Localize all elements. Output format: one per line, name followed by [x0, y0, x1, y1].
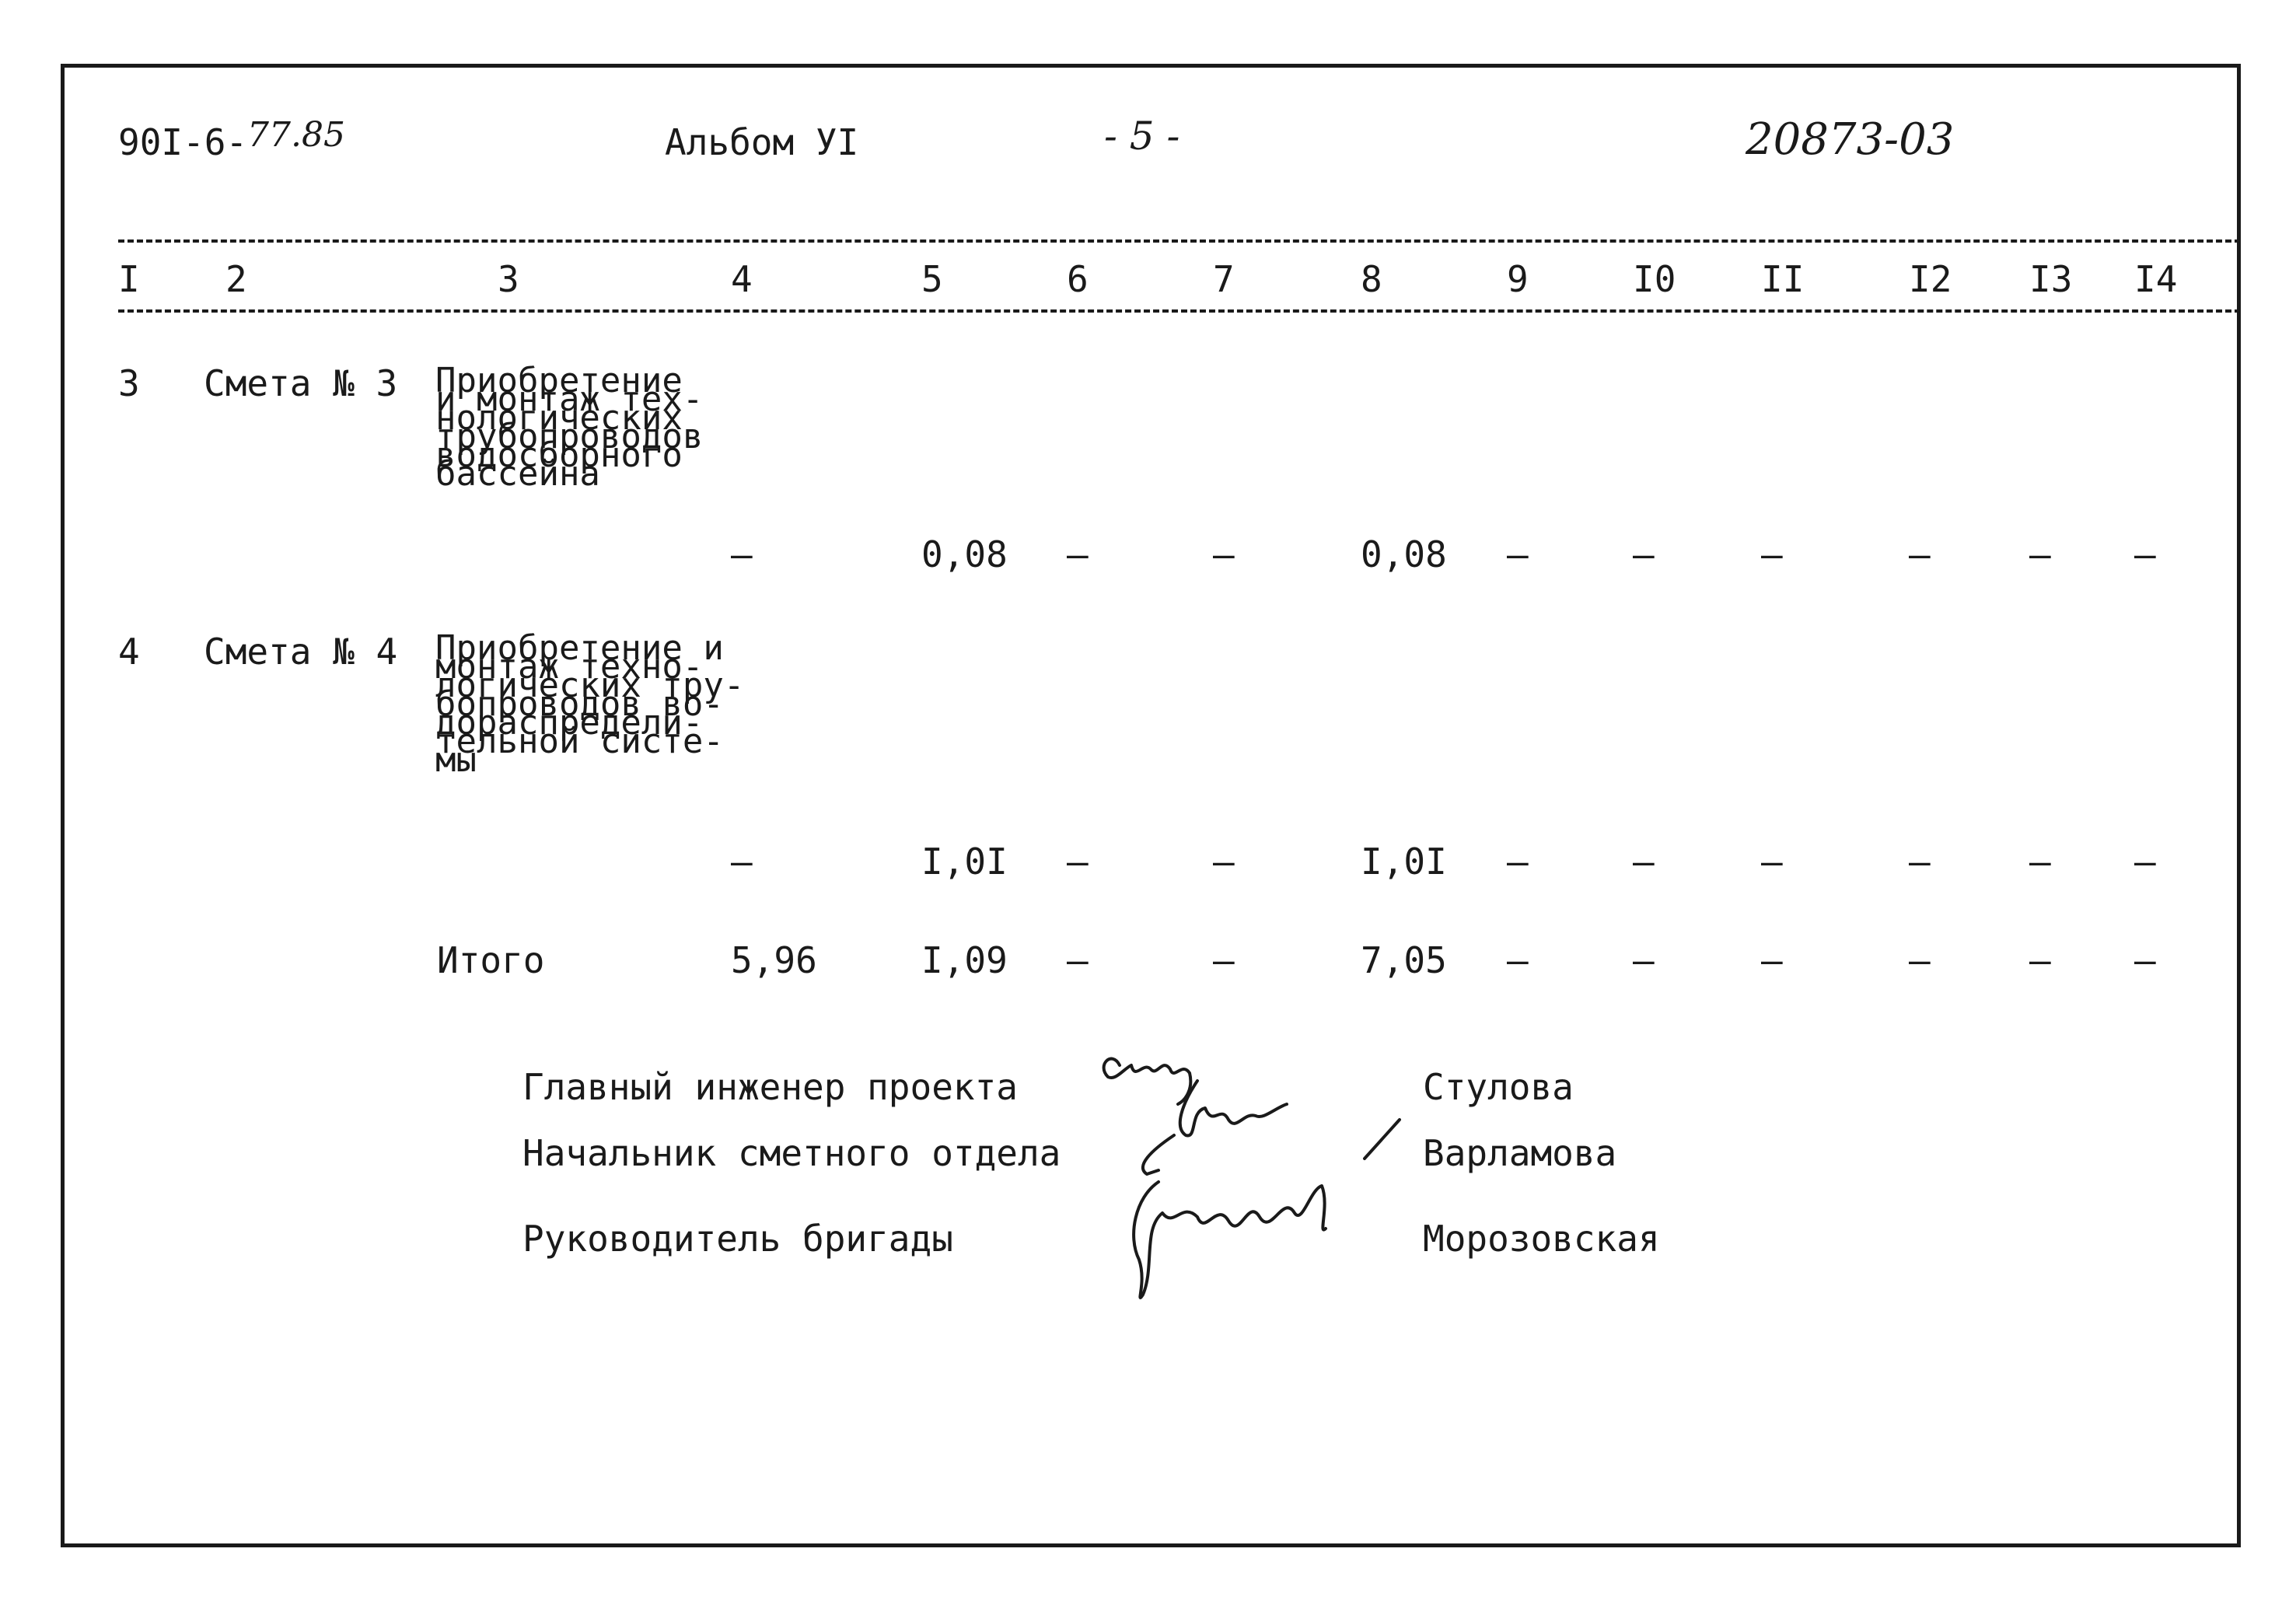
table-cell: – [731, 841, 753, 883]
doc-code-handwritten: 77.85 [247, 115, 345, 155]
column-header: II [1761, 258, 1805, 300]
column-header: 7 [1213, 258, 1235, 300]
table-cell: – [2029, 841, 2051, 883]
row-description: Приобретение и монтаж техно- логических тру- бопроводов во- дораспредели- тельной систе- мы [435, 628, 745, 780]
row-number: 3 [118, 362, 140, 404]
table-cell: 0,08 [1361, 533, 1447, 575]
album-label: Альбом УI [665, 121, 859, 163]
column-header: 5 [921, 258, 943, 300]
table-cell: – [2029, 533, 2051, 575]
column-header: I [118, 258, 140, 300]
doc-code-prefix: 90I-6- [118, 121, 248, 163]
page-number: - 5 - [1104, 114, 1180, 159]
row-estimate: Смета № 4 [204, 631, 398, 673]
column-header: I4 [2134, 258, 2178, 300]
table-cell: – [731, 533, 753, 575]
table-cell: – [1633, 939, 1655, 981]
table-cell: – [2029, 939, 2051, 981]
signature-varlamova [1180, 1081, 1287, 1135]
signature-position: Руководитель бригады [522, 1218, 953, 1260]
table-cell: – [1633, 533, 1655, 575]
table-cell: – [1909, 841, 1931, 883]
table-cell: I,09 [921, 939, 1008, 981]
column-header: 2 [225, 258, 247, 300]
table-cell: I,0I [1361, 841, 1447, 883]
table-cell: – [1507, 939, 1529, 981]
table-cell: – [1067, 841, 1089, 883]
table-cell: – [1507, 533, 1529, 575]
total-label: Итого [437, 939, 545, 981]
signature-name: Стулова [1423, 1066, 1574, 1108]
signature-position: Начальник сметного отдела [522, 1132, 1061, 1174]
table-cell: 0,08 [921, 533, 1008, 575]
table-cell: 5,96 [731, 939, 817, 981]
table-cell: I,0I [921, 841, 1008, 883]
table-cell: – [1909, 939, 1931, 981]
table-cell: – [1507, 841, 1529, 883]
table-cell: – [1761, 841, 1783, 883]
column-header: I3 [2029, 258, 2073, 300]
column-header: 3 [498, 258, 519, 300]
table-cell: – [2134, 841, 2156, 883]
inventory-number: 20873-03 [1746, 114, 1955, 165]
row-number: 4 [118, 631, 140, 673]
table-cell: – [1761, 533, 1783, 575]
column-header: 8 [1361, 258, 1382, 300]
table-cell: – [1761, 939, 1783, 981]
handwritten-signatures [1089, 1034, 1415, 1330]
column-header-rule [118, 309, 2241, 313]
table-cell: – [2134, 939, 2156, 981]
column-header: 6 [1067, 258, 1089, 300]
column-header: 9 [1507, 258, 1529, 300]
signature-name: Морозовская [1423, 1218, 1660, 1260]
table-cell: – [1213, 841, 1235, 883]
table-cell: – [1213, 533, 1235, 575]
row-description: Приобретение и монтаж тех- нологических трубопроводов водосборного бассейна [435, 361, 704, 494]
row-estimate: Смета № 3 [204, 362, 398, 404]
table-top-rule [118, 239, 2241, 243]
table-cell: – [1909, 533, 1931, 575]
column-header: 4 [731, 258, 753, 300]
signature-name: Варламова [1423, 1132, 1617, 1174]
signature-position: Главный инженер проекта [522, 1066, 1018, 1108]
column-header: I0 [1633, 258, 1676, 300]
table-cell: – [1067, 939, 1089, 981]
table-cell: – [1067, 533, 1089, 575]
table-cell: – [1633, 841, 1655, 883]
table-cell: – [2134, 533, 2156, 575]
column-header: I2 [1909, 258, 1952, 300]
signature-morozovskaya [1134, 1182, 1326, 1298]
signature-stulova [1104, 1059, 1191, 1104]
table-cell: 7,05 [1361, 939, 1447, 981]
table-cell: – [1213, 939, 1235, 981]
